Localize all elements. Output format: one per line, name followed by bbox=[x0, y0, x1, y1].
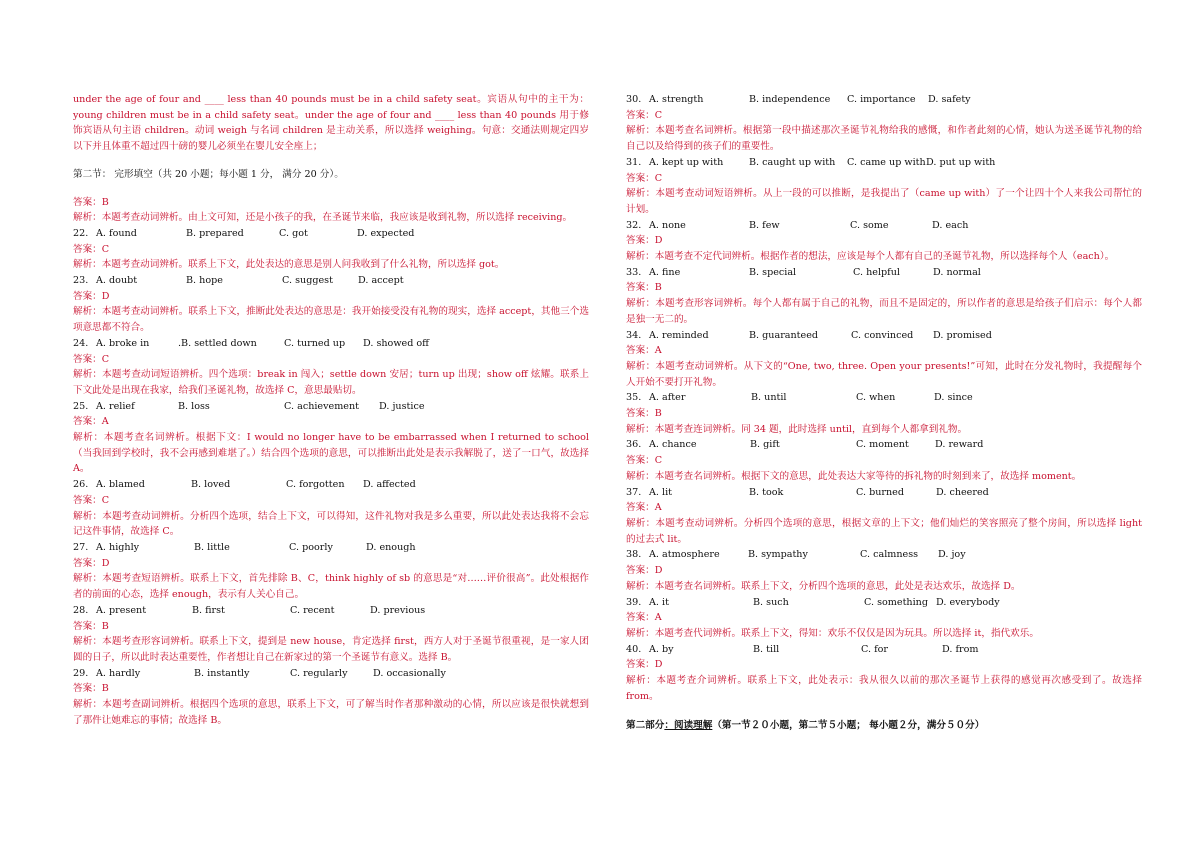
options-row-34 bbox=[626, 328, 1142, 344]
options-row-31 bbox=[626, 155, 1142, 171]
options-row-29 bbox=[73, 666, 589, 682]
question-28 bbox=[73, 603, 589, 666]
option-d: D. accept bbox=[358, 275, 404, 287]
option-b: B. took bbox=[749, 486, 784, 498]
options-row-35 bbox=[626, 390, 1142, 406]
options-row-39 bbox=[626, 595, 1142, 611]
option-c: C. achievement bbox=[284, 400, 360, 412]
part2-prefix: 第二部分 bbox=[626, 720, 665, 732]
question-number: 40. bbox=[626, 643, 642, 655]
options-row-37 bbox=[626, 485, 1142, 501]
option-b: B. gift bbox=[750, 439, 780, 451]
option-a: A. relief bbox=[96, 400, 135, 412]
analysis-35: 解析：本题考查连词辨析。同 34 题，此时选择 until，直到每个人都拿到礼物。 bbox=[626, 423, 968, 435]
analysis-37: 解析：本题考查动词辨析。分析四个选项的意思，根据文章的上下文；他们灿烂的笑容照亮了整个房间，所以选择 light 的过去式 lit。 bbox=[626, 517, 1142, 545]
question-23 bbox=[73, 273, 589, 336]
option-c: C. some bbox=[850, 219, 889, 231]
options-row-30 bbox=[626, 92, 1142, 108]
option-a: A. after bbox=[649, 392, 686, 404]
option-d: D. showed off bbox=[363, 337, 429, 349]
option-a: A. chance bbox=[649, 439, 697, 451]
option-b: B. loss bbox=[178, 400, 210, 412]
answer-37: 答案：A bbox=[626, 502, 662, 514]
question-number: 29. bbox=[73, 667, 89, 679]
option-a: A. strength bbox=[649, 94, 704, 105]
question-32 bbox=[626, 218, 1142, 265]
options-row-27 bbox=[73, 540, 589, 556]
option-b: B. instantly bbox=[194, 667, 250, 679]
option-d: D. safety bbox=[928, 94, 971, 105]
option-b: B. loved bbox=[191, 479, 231, 491]
question-24 bbox=[73, 336, 589, 399]
option-c: C. moment bbox=[856, 439, 909, 451]
option-b: B. special bbox=[749, 266, 797, 278]
question-number: 25. bbox=[73, 400, 89, 412]
left-column bbox=[73, 92, 589, 728]
intro-analysis: under the age of four and ____ less than 40 pounds must be in a child safety seat。宾语从句中的主干为：young children must be in a child safety seat。under the age of four and ____ less than 40 pounds 用于修饰宾语从句主语 children。动词 weigh 与名词 children 是主动关系，所以选择 weighing。句意：交通法则规定四岁以下并且体重不超过四十磅的婴儿必须坐在婴儿安全座上； bbox=[73, 94, 589, 153]
options-row-38 bbox=[626, 547, 1142, 563]
option-c: C. importance bbox=[847, 94, 916, 105]
answer-29: 答案：B bbox=[73, 683, 109, 695]
option-a: A. atmosphere bbox=[649, 549, 720, 561]
analysis-21: 解析：本题考查动词辨析。由上文可知，还是小孩子的我，在圣诞节来临，我应该是收到礼物，所以选择 receiving。 bbox=[73, 212, 573, 224]
option-b: B. prepared bbox=[186, 227, 244, 239]
analysis-26: 解析：本题考查动词辨析。分析四个选项，结合上下文，可以得知，这件礼物对我是多么重要，所以此处表达我将不会忘记这件事情，故选择 C。 bbox=[73, 510, 589, 538]
options-row-36 bbox=[626, 437, 1142, 453]
option-b: B. independence bbox=[749, 94, 831, 105]
analysis-31: 解析：本题考查动词短语辨析。从上一段的可以推断，是我提出了（came up with）了一个让四十个人来我公司帮忙的计划。 bbox=[626, 188, 1142, 215]
option-c: C. turned up bbox=[284, 337, 346, 349]
question-35 bbox=[626, 390, 1142, 437]
analysis-34: 解析：本题考查动词辨析。从下文的“One, two, three. Open your presents!”可知，此时在分发礼物时，我提醒每个人开始不要打开礼物。 bbox=[626, 360, 1142, 388]
option-a: A. none bbox=[649, 219, 686, 231]
option-c: C. for bbox=[861, 643, 889, 655]
question-number: 39. bbox=[626, 596, 642, 608]
option-c: C. calmness bbox=[860, 549, 919, 561]
question-number: 35. bbox=[626, 392, 642, 404]
option-a: A. found bbox=[96, 227, 137, 239]
option-b: B. few bbox=[749, 219, 780, 231]
option-c: C. poorly bbox=[289, 541, 333, 553]
answer-35: 答案：B bbox=[626, 408, 662, 420]
options-row-26 bbox=[73, 477, 589, 493]
analysis-24: 解析：本题考查动词短语辨析。四个选项：break in 闯入；settle down 安居；turn up 出现；show off 炫耀。联系上下文此处是出现在我家，给我们圣诞礼物，故选择 C，意思最贴切。 bbox=[73, 369, 589, 396]
option-a: A. broke in bbox=[96, 337, 150, 349]
answer-26: 答案：C bbox=[73, 494, 110, 506]
option-b: .B. settled down bbox=[178, 337, 257, 349]
option-d: D. put up with bbox=[926, 156, 996, 168]
options-row-32 bbox=[626, 218, 1142, 234]
question-25 bbox=[73, 399, 589, 478]
option-a: A. highly bbox=[96, 541, 140, 553]
analysis-38: 解析：本题考查名词辨析。联系上下文，分析四个选项的意思，此处是表达欢乐，故选择 D。 bbox=[626, 580, 1021, 592]
question-26 bbox=[73, 477, 589, 540]
option-d: D. everybody bbox=[936, 596, 1000, 608]
answer-39: 答案：A bbox=[626, 612, 662, 624]
analysis-32: 解析：本题考查不定代词辨析。根据作者的想法，应该是每个人都有自己的圣诞节礼物，所以选择每个人（each）。 bbox=[626, 251, 1115, 263]
answer-25: 答案：A bbox=[73, 416, 109, 428]
question-39 bbox=[626, 595, 1142, 642]
question-27 bbox=[73, 540, 589, 603]
options-row-28 bbox=[73, 603, 589, 619]
option-b: B. sympathy bbox=[748, 549, 808, 561]
option-c: C. recent bbox=[290, 604, 335, 616]
option-b: B. until bbox=[751, 392, 787, 404]
options-row-33 bbox=[626, 265, 1142, 281]
part2-heading bbox=[626, 718, 1142, 734]
option-d: D. cheered bbox=[936, 486, 989, 498]
question-21 bbox=[73, 195, 589, 226]
option-c: C. something bbox=[864, 596, 928, 608]
answer-28: 答案：B bbox=[73, 620, 109, 632]
right-column bbox=[626, 92, 1142, 734]
option-a: A. hardly bbox=[96, 667, 141, 679]
option-a: A. reminded bbox=[649, 329, 709, 341]
question-30 bbox=[626, 92, 1142, 155]
option-d: D. justice bbox=[379, 400, 425, 412]
option-c: C. burned bbox=[856, 486, 905, 498]
option-a: A. fine bbox=[649, 266, 681, 278]
section2-mark: 。 bbox=[334, 168, 344, 180]
option-c: C. came up with bbox=[847, 156, 926, 168]
question-40 bbox=[626, 642, 1142, 705]
answer-21: 答案：B bbox=[73, 196, 109, 208]
question-37 bbox=[626, 485, 1142, 548]
option-d: D. expected bbox=[357, 227, 415, 239]
option-d: D. reward bbox=[935, 439, 984, 451]
option-b: B. guaranteed bbox=[749, 329, 819, 341]
option-d: D. affected bbox=[363, 479, 416, 491]
option-a: A. by bbox=[649, 643, 674, 655]
option-b: B. first bbox=[192, 604, 225, 616]
question-number: 24. bbox=[73, 337, 89, 349]
question-22 bbox=[73, 226, 589, 273]
question-29 bbox=[73, 666, 589, 729]
answer-31: 答案：C bbox=[626, 172, 663, 184]
option-d: D. promised bbox=[933, 329, 992, 341]
option-b: B. caught up with bbox=[749, 156, 836, 168]
answer-40: 答案：D bbox=[626, 659, 663, 671]
option-d: D. normal bbox=[933, 266, 981, 278]
option-c: C. forgotten bbox=[286, 479, 345, 491]
option-b: B. such bbox=[753, 596, 789, 608]
option-c: C. got bbox=[279, 227, 308, 239]
answer-34: 答案：A bbox=[626, 345, 662, 357]
option-b: B. hope bbox=[186, 275, 223, 287]
option-c: C. when bbox=[856, 392, 896, 404]
answer-33: 答案：B bbox=[626, 282, 662, 294]
question-31 bbox=[626, 155, 1142, 218]
analysis-39: 解析：本题考查代词辨析。联系上下文，得知：欢乐不仅仅是因为玩具。所以选择 it，指代欢乐。 bbox=[626, 627, 1039, 639]
options-row-23 bbox=[73, 273, 589, 289]
question-number: 26. bbox=[73, 479, 89, 491]
option-a: A. it bbox=[649, 596, 669, 608]
analysis-30: 解析：本题考查名词辨析。根据第一段中描述那次圣诞节礼物给我的感慨，和作者此刻的心情，她认为送圣诞节礼物的给自己以及给得到的孩子们的重要性。 bbox=[626, 125, 1142, 153]
option-d: D. since bbox=[934, 392, 973, 404]
option-d: D. from bbox=[942, 643, 979, 655]
option-a: A. kept up with bbox=[649, 156, 724, 168]
question-number: 30. bbox=[626, 94, 642, 105]
answer-38: 答案：D bbox=[626, 565, 663, 577]
option-d: D. previous bbox=[370, 604, 426, 616]
question-number: 36. bbox=[626, 439, 642, 451]
analysis-33: 解析：本题考查形容词辨析。每个人都有属于自己的礼物，而且不是固定的，所以作者的意思是给孩子们启示：每个人都是独一无二的。 bbox=[626, 298, 1142, 325]
question-34 bbox=[626, 328, 1142, 391]
option-c: C. regularly bbox=[290, 667, 348, 679]
answer-24: 答案：C bbox=[73, 353, 110, 365]
part2-rest: （第一节２０小题，第二节５小题； 每小题２分，满分５０分） bbox=[712, 720, 985, 732]
question-number: 32. bbox=[626, 219, 642, 231]
options-row-40 bbox=[626, 642, 1142, 658]
question-number: 37. bbox=[626, 486, 642, 498]
analysis-25: 解析：本题考查名词辨析。根据下文：I would no longer have to be embarrassed when I returned to school（当我回到学校时，我不会再感到难堪了。）结合四个选项的意思，可以推断出此处是表示我解脱了，送了一口气，故选择 A。 bbox=[73, 432, 589, 475]
answer-30: 答案：C bbox=[626, 109, 663, 121]
option-c: C. suggest bbox=[282, 275, 333, 287]
question-number: 28. bbox=[73, 604, 89, 616]
option-b: B. till bbox=[753, 643, 780, 655]
answer-36: 答案：C bbox=[626, 455, 663, 467]
option-b: B. little bbox=[194, 541, 230, 553]
option-d: D. each bbox=[932, 219, 969, 231]
question-33 bbox=[626, 265, 1142, 328]
options-row-22 bbox=[73, 226, 589, 242]
analysis-22: 解析：本题考查动词辨析。联系上下文，此处表达的意思是别人问我收到了什么礼物，所以选择 got。 bbox=[73, 259, 505, 271]
option-c: C. convinced bbox=[851, 329, 914, 341]
answer-32: 答案：D bbox=[626, 235, 663, 247]
analysis-40: 解析：本题考查介词辨析。联系上下文，此处表示：我从很久以前的那次圣诞节上获得的感觉再次感受到了。故选择 from。 bbox=[626, 675, 1142, 702]
analysis-29: 解析：本题考查副词辨析。根据四个选项的意思，联系上下文，可了解当时作者那种激动的心情，所以应该是很快就想到了那件让她难忘的事情；故选择 B。 bbox=[73, 699, 589, 726]
question-number: 27. bbox=[73, 541, 89, 553]
section2-title: 第二节： 完形填空（共 20 小题；每小题 1 分， 满分 20 分） bbox=[73, 168, 335, 180]
option-a: A. lit bbox=[649, 486, 673, 498]
question-number: 33. bbox=[626, 266, 642, 278]
question-number: 34. bbox=[626, 329, 642, 341]
question-number: 22. bbox=[73, 227, 89, 239]
question-number: 38. bbox=[626, 549, 642, 561]
answer-27: 答案：D bbox=[73, 557, 110, 569]
options-row-24 bbox=[73, 336, 589, 352]
question-36 bbox=[626, 437, 1142, 484]
question-number: 23. bbox=[73, 275, 89, 287]
analysis-28: 解析：本题考查形容词辨析。联系上下文，提到是 new house，肯定选择 first，西方人对于圣诞节很重视，是一家人团圆的日子，所以此时表达重要性，作者想让自己在新家过的第一个圣诞节有意义。选择 B。 bbox=[73, 636, 589, 663]
section2-heading bbox=[73, 167, 589, 183]
analysis-23: 解析：本题考查动词辨析。联系上下文，推断此处表达的意思是：我开始接受没有礼物的现实，选择 accept，其他三个选项意思都不符合。 bbox=[73, 306, 589, 334]
part2-title: ：阅读理解 bbox=[664, 720, 713, 732]
analysis-36: 解析：本题考查名词辨析。根据下文的意思，此处表达大家等待的拆礼物的时刻到来了，故选择 moment。 bbox=[626, 470, 1082, 482]
answer-22: 答案：C bbox=[73, 243, 110, 255]
option-d: D. joy bbox=[938, 549, 966, 561]
option-d: D. enough bbox=[366, 541, 416, 553]
option-c: C. helpful bbox=[853, 266, 900, 278]
options-row-25 bbox=[73, 399, 589, 415]
question-number: 31. bbox=[626, 156, 642, 168]
question-38 bbox=[626, 547, 1142, 594]
analysis-27: 解析：本题考查短语辨析。联系上下文，首先排除 B、C，think highly of sb 的意思是“对……评价很高”。此处根据作者的前面的心态，选择 enough，表示有人关心自己。 bbox=[73, 573, 589, 601]
option-a: A. blamed bbox=[96, 479, 145, 491]
option-a: A. doubt bbox=[96, 275, 138, 287]
answer-23: 答案：D bbox=[73, 290, 110, 302]
option-a: A. present bbox=[96, 604, 147, 616]
option-d: D. occasionally bbox=[373, 667, 446, 679]
